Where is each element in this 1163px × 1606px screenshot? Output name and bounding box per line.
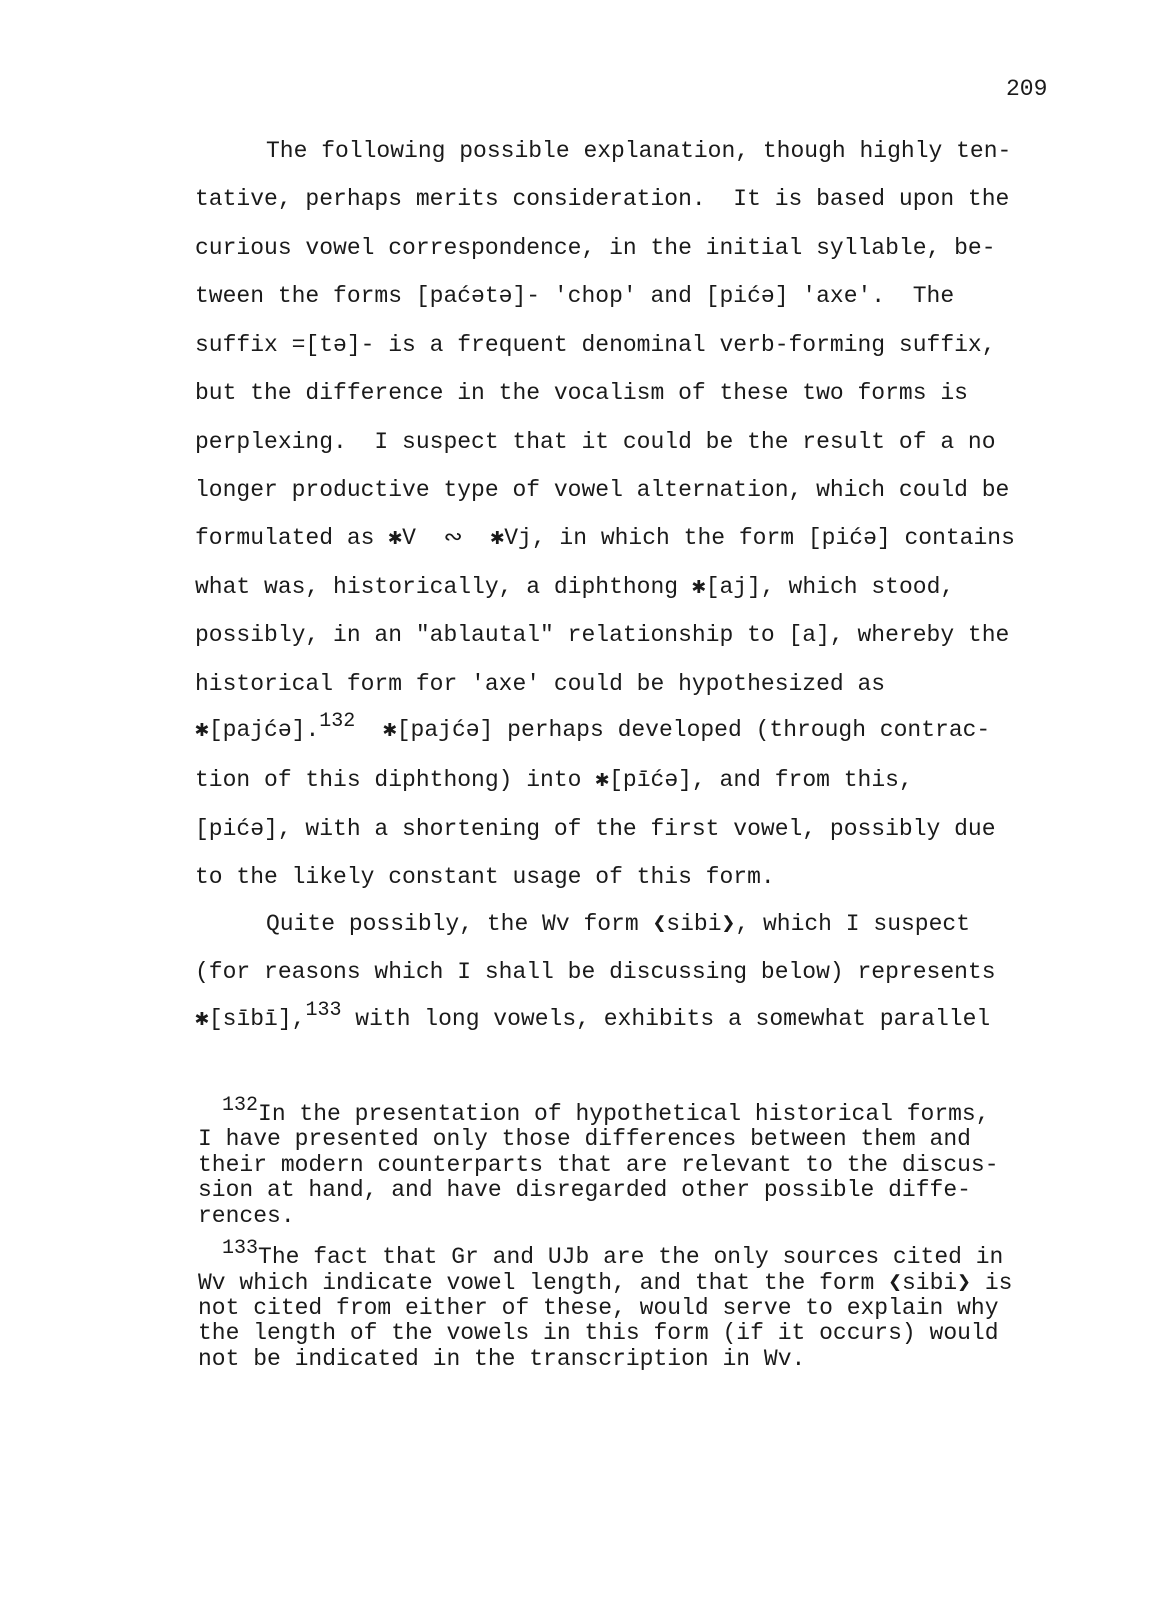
body-line: to the likely constant usage of this form.: [195, 864, 775, 890]
footnote-133-line: not be indicated in the transcription in Wv.: [198, 1346, 806, 1372]
body-line: but the difference in the vocalism of these two forms is: [195, 380, 968, 406]
body-line: [pićə], with a shortening of the first vowel, possibly due: [195, 816, 996, 842]
body-line: formulated as ✱V ∾ ✱Vj, in which the form [pićə] contains: [195, 525, 1015, 551]
body-line: tative, perhaps merits consideration. It is based upon the: [195, 186, 1010, 212]
body-line: Quite possibly, the Wv form ❮sibi❯, which I suspect: [266, 911, 971, 937]
body-text-segment: ✱[pajćə] perhaps developed (through contrac-: [355, 717, 991, 743]
body-line: tween the forms [paćətə]- 'chop' and [pićə] 'axe'. The: [195, 283, 955, 309]
footnote-133-line: Wv which indicate vowel length, and that the form ❮sibi❯ is: [198, 1270, 1013, 1296]
body-text-segment: ✱[sībī],: [195, 1006, 306, 1032]
body-line: [195, 999, 991, 1032]
footnote-132-line: their modern counterparts that are relevant to the discus-: [198, 1152, 999, 1178]
page-number: 209: [1006, 76, 1048, 102]
footnote-133-line: [222, 1237, 1004, 1270]
footnote-text: The fact that Gr and UJb are the only sources cited in: [258, 1244, 1004, 1270]
body-text-segment: ✱[pajćə].: [195, 717, 320, 743]
body-line: curious vowel correspondence, in the initial syllable, be-: [195, 235, 996, 261]
body-line: (for reasons which I shall be discussing below) represents: [195, 959, 996, 985]
footnote-ref-133: 133: [305, 999, 342, 1022]
footnote-133-line: not cited from either of these, would serve to explain why: [198, 1295, 999, 1321]
footnote-marker-133: 133: [222, 1237, 259, 1260]
body-line: tion of this diphthong) into ✱[pīćə], and from this,: [195, 767, 913, 793]
footnote-text: In the presentation of hypothetical historical forms,: [258, 1101, 990, 1127]
body-line: what was, historically, a diphthong ✱[aj], which stood,: [195, 574, 955, 600]
body-text-segment: with long vowels, exhibits a somewhat parallel: [341, 1006, 991, 1032]
body-line: historical form for 'axe' could be hypothesized as: [195, 671, 886, 697]
body-line: suffix =[tə]- is a frequent denominal verb-forming suffix,: [195, 332, 996, 358]
body-line: perplexing. I suspect that it could be the result of a no: [195, 429, 996, 455]
footnote-132-line: sion at hand, and have disregarded other possible diffe-: [198, 1177, 971, 1203]
footnote-132-line: rences.: [198, 1203, 295, 1229]
body-line: longer productive type of vowel alternation, which could be: [195, 477, 1010, 503]
footnote-132-line: I have presented only those differences between them and: [198, 1126, 971, 1152]
body-line: The following possible explanation, though highly ten-: [266, 138, 1012, 164]
body-line: possibly, in an "ablautal" relationship to [a], whereby the: [195, 622, 1010, 648]
footnote-ref-132: 132: [319, 710, 356, 733]
footnote-132-line: [222, 1094, 990, 1127]
footnote-marker-132: 132: [222, 1094, 259, 1117]
footnote-133-line: the length of the vowels in this form (if it occurs) would: [198, 1320, 999, 1346]
body-line: [195, 710, 991, 743]
